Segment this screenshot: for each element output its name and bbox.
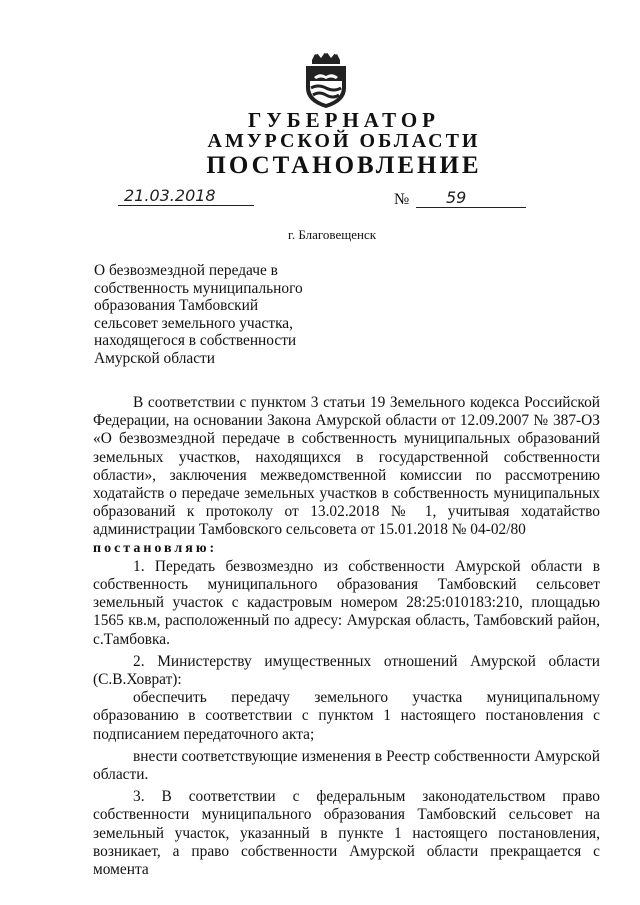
clause-2b-paragraph: внести соответствующие изменения в Реестр собственности Амурской области. (93, 747, 600, 784)
coat-of-arms-emblem-icon (300, 50, 352, 110)
number-underline (416, 207, 526, 208)
subject-line: находящегося в собственности (94, 332, 297, 349)
date-underline (118, 205, 254, 206)
clause-2a-paragraph: обеспечить передачу земельного участка муниципальному образованию в соответствии с пунктом 1 настоящего постановления с подписанием передаточного акта; (93, 689, 600, 743)
city-name: г. Благовещенск (287, 227, 377, 242)
preamble-paragraph: В соответствии с пунктом 3 статьи 19 Земельного кодекса Российской Федерации, на основании Закона Амурской области от 12.09.2007 № 387-ОЗ «О безвозмездной передаче в собственность муниципальных образований земельных участков, находящихся в государственной собственности области», заключения межведомственной комиссии по рассмотрению ходатайств о передаче земельных участков в собственность муниципальных образований к протоколу от 13.02.2018 № 1, учитывая ходатайство администрации Тамбовского сельсовета от 15.01.2018 № 04-02/80 (93, 394, 600, 539)
clause-2-paragraph: 2. Министерству имущественных отношений Амурской области (С.В.Ховрат): (93, 652, 600, 689)
decree-word: постановляю: (93, 540, 218, 556)
handwritten-number: 59 (446, 188, 467, 207)
subject-line: собственность муниципального (94, 279, 303, 297)
subject-block (94, 262, 334, 367)
document-type-title: ПОСТАНОВЛЕНИЕ (206, 152, 482, 179)
region-title: АМУРСКОЙ ОБЛАСТИ (207, 130, 481, 152)
document-body (93, 394, 600, 879)
number-label: № (394, 191, 410, 208)
subject-line: образования Тамбовский (94, 297, 259, 314)
subject-line: сельсовет земельного участка, (94, 314, 293, 332)
clause-3-paragraph: 3. В соответствии с федеральным законодательством право собственности муниципального образования Тамбовский сельсовет на земельный участок, указанный в пункте 1 настоящего постановления, возникает, а право собственности Амурской области прекращается с момента (93, 788, 600, 879)
handwritten-date: 21.03.2018 (124, 186, 216, 205)
subject-line: Амурской области (94, 349, 215, 367)
subject-line: О безвозмездной передаче в (94, 262, 278, 279)
clause-1-paragraph: 1. Передать безвозмездно из собственности Амурской области в собственность муниципального образования Тамбовский сельсовет земельный участок с кадастровым номером 28:25:010183:210, площадью 1565 кв.м, расположенный по адресу: Амурская область, Тамбовский район, с.Тамбовка. (93, 557, 600, 648)
governor-title: ГУБЕРНАТОР (247, 108, 441, 132)
